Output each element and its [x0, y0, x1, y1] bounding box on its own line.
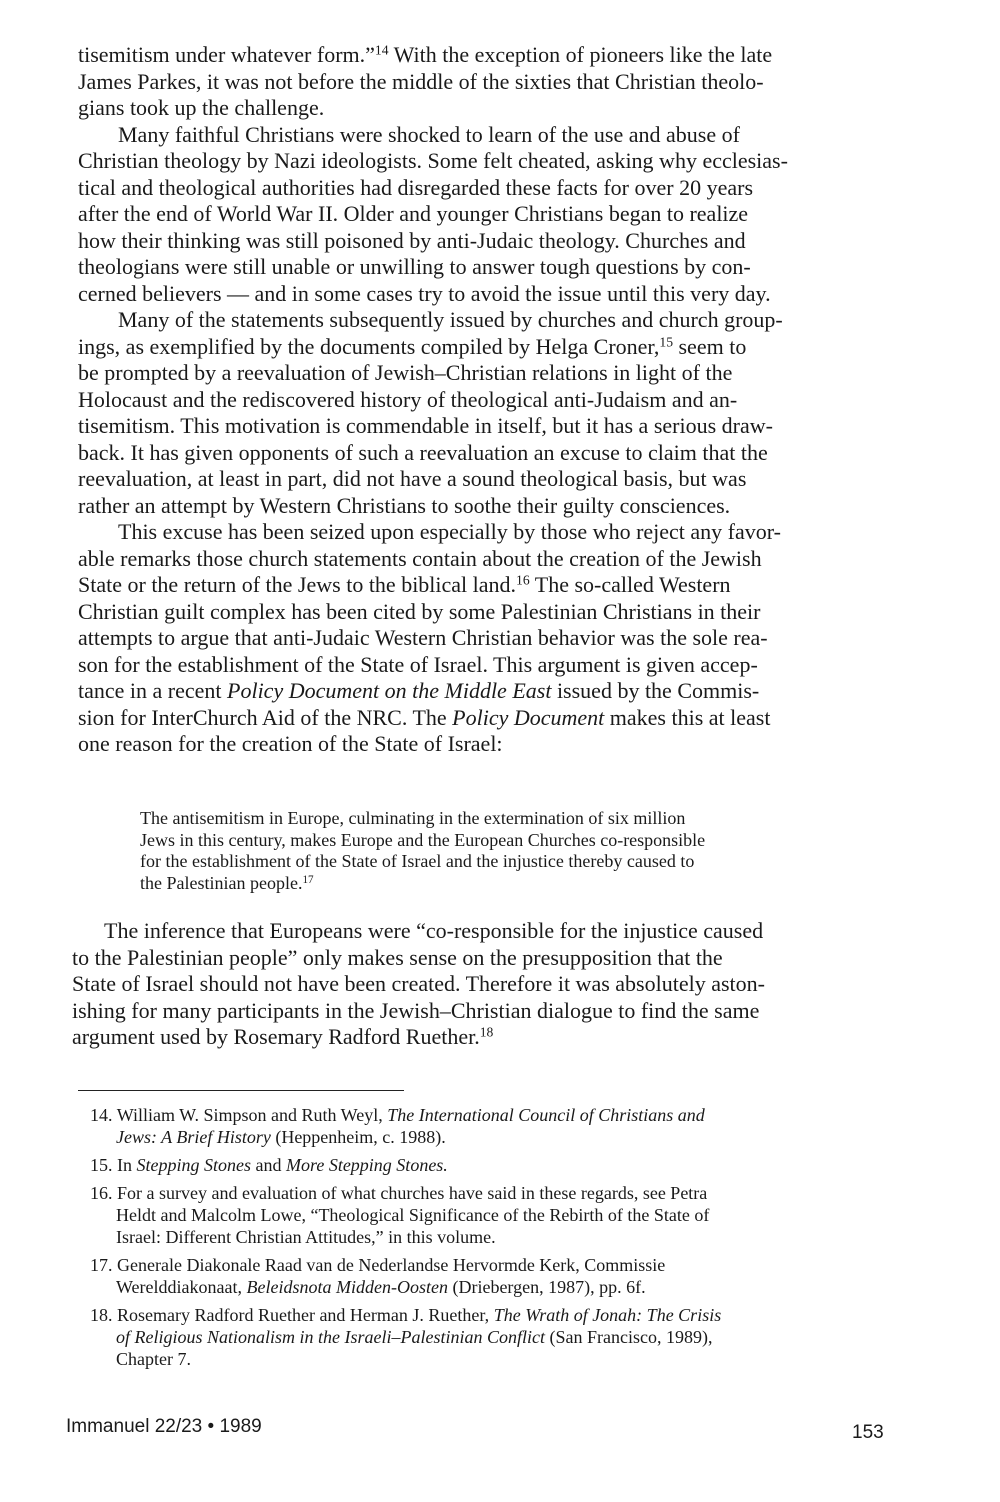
text-line: tisemitism. This motivation is commendable in itself, but it has a serious draw- [78, 413, 773, 438]
journal-footer: Immanuel 22/23 • 1989 [66, 1416, 262, 1437]
text-line: State or the return of the Jews to the biblical land.$^{16}$ The so-called Western [78, 572, 731, 597]
footnote-number: 17. [90, 1255, 113, 1275]
footnote-number: 18. [90, 1305, 113, 1325]
footnote-ref-16[interactable]: 16 [516, 572, 530, 588]
text-line: State of Israel should not have been created. Therefore it was absolutely aston- [72, 971, 765, 996]
footnote-number: 14. [90, 1105, 113, 1125]
paragraph-start: The inference that Europeans were “co-responsible for the injustice caused [104, 918, 764, 943]
footnote-15: 15. In Stepping Stones and More Stepping Stones. [90, 1155, 448, 1175]
block-quote [140, 808, 890, 894]
text-line: James Parkes, it was not before the middle of the sixties that Christian theolo- [78, 68, 764, 94]
text-line: ings, as exemplified by the documents compiled by Helga Croner,$^{15}$ seem to [78, 333, 747, 359]
text-line: tance in a recent Policy Document on the Middle East issued by the Commis- [78, 678, 760, 703]
quote-line: for the establishment of the State of Israel and the injustice thereby caused to [140, 851, 695, 871]
text-line: tical and theological authorities had disregarded these facts for over 20 years [78, 174, 754, 200]
document-title: Policy Document [452, 704, 605, 730]
book-title: Jews: A Brief History [116, 1127, 271, 1147]
quote-line: Jews in this century, makes Europe and the European Churches co-responsible [140, 829, 706, 850]
footnote-14: 14. William W. Simpson and Ruth Weyl, The International Council of Christians and Jews: A Brief History (Heppenheim, c. 1988). [90, 1105, 705, 1147]
paragraph-start: Many faithful Christians were shocked to learn of the use and abuse of [118, 121, 740, 147]
text-line: after the end of World War II. Older and younger Christians began to realize [78, 201, 749, 226]
footnote-number: 15. [90, 1155, 113, 1175]
text-line: reevaluation, at least in part, did not have a sound theological basis, but was [78, 466, 747, 491]
text-line: be prompted by a reevaluation of Jewish–Christian relations in light of the [78, 360, 733, 385]
text-line: Holocaust and the rediscovered history of theological anti-Judaism and an- [78, 386, 738, 412]
book-title: Stepping Stones [136, 1155, 251, 1175]
text-line: able remarks those church statements contain about the creation of the Jewish [78, 545, 762, 571]
paragraph-start: Many of the statements subsequently issued by churches and church group- [118, 307, 783, 332]
footnotes [90, 1104, 900, 1376]
text-line: how their thinking was still poisoned by anti-Judaic theology. Churches and [78, 227, 746, 253]
text-line: back. It has given opponents of such a reevaluation an excuse to claim that the [78, 439, 768, 465]
text-line: tisemitism under whatever form.”$^{14}$ With the exception of pioneers like the late [78, 42, 773, 67]
text-line: argument used by Rosemary Radford Ruether.$^{18}$ [72, 1024, 494, 1049]
footnote-ref-18[interactable]: 18 [479, 1024, 494, 1040]
body-text-continued [72, 918, 908, 1051]
text-line: gians took up the challenge. [78, 95, 325, 120]
footnote-16: 16. For a survey and evaluation of what churches have said in these regards, see Petra Heldt and Malcolm Lowe, “Theological Significance of the Rebirth of the State of Israel: Different Christian Attitudes,” in this volume. [90, 1183, 710, 1247]
text-line: to the Palestinian people” only makes sense on the presupposition that the [72, 944, 723, 970]
footnote-ref-15[interactable]: 15 [659, 334, 673, 349]
body-text [78, 42, 914, 758]
book-title: The International Council of Christians and [387, 1105, 705, 1125]
book-title: The Wrath of Jonah: The Crisis [493, 1305, 722, 1325]
document-title: Policy Document on the Middle East [227, 678, 552, 703]
text-line: attempts to argue that anti-Judaic Western Christian behavior was the sole rea- [78, 625, 768, 650]
footnote-divider [78, 1090, 404, 1091]
quote-line: The antisemitism in Europe, culminating in the extermination of six million [140, 808, 686, 828]
paragraph-start: This excuse has been seized upon especially by those who reject any favor- [118, 519, 781, 544]
book-title: Beleidsnota Midden-Oosten [246, 1277, 448, 1297]
text-line: Christian guilt complex has been cited by some Palestinian Christians in their [78, 598, 761, 624]
text-line: Christian theology by Nazi ideologists. Some felt cheated, asking why ecclesias- [78, 148, 788, 173]
text-line: rather an attempt by Western Christians to soothe their guilty consciences. [78, 492, 731, 518]
footnote-18: 18. Rosemary Radford Ruether and Herman J. Ruether, The Wrath of Jonah: The Crisis of Religious Nationalism in the Israeli–Palestinian Conflict (San Francisco, 1989), Chapter 7. [90, 1305, 722, 1369]
footnote-ref-17[interactable]: 17 [302, 873, 314, 886]
book-title: More Stepping Stones. [286, 1155, 448, 1175]
text-line: cerned believers — and in some cases try to avoid the issue until this very day. [78, 280, 771, 306]
footnote-number: 16. [90, 1183, 113, 1203]
text-line: son for the establishment of the State of Israel. This argument is given accep- [78, 651, 758, 677]
footnote-ref-14[interactable]: 14 [374, 42, 389, 58]
footnote-17: 17. Generale Diakonale Raad van de Nederlandse Hervormde Kerk, Commissie Werelddiakonaat, Beleidsnota Midden-Oosten (Driebergen, 1987), pp. 6f. [90, 1255, 666, 1297]
text-line: sion for InterChurch Aid of the NRC. The Policy Document makes this at least [78, 704, 771, 730]
text-line: ishing for many participants in the Jewish–Christian dialogue to find the same [72, 997, 760, 1023]
page-number: 153 [852, 1422, 884, 1443]
text-line: theologians were still unable or unwilling to answer tough questions by con- [78, 254, 751, 279]
text-line: one reason for the creation of the State of Israel: [78, 731, 503, 756]
quote-line: the Palestinian people.$^{17}$ [140, 872, 314, 893]
book-title: of Religious Nationalism in the Israeli–Palestinian Conflict [116, 1327, 545, 1347]
